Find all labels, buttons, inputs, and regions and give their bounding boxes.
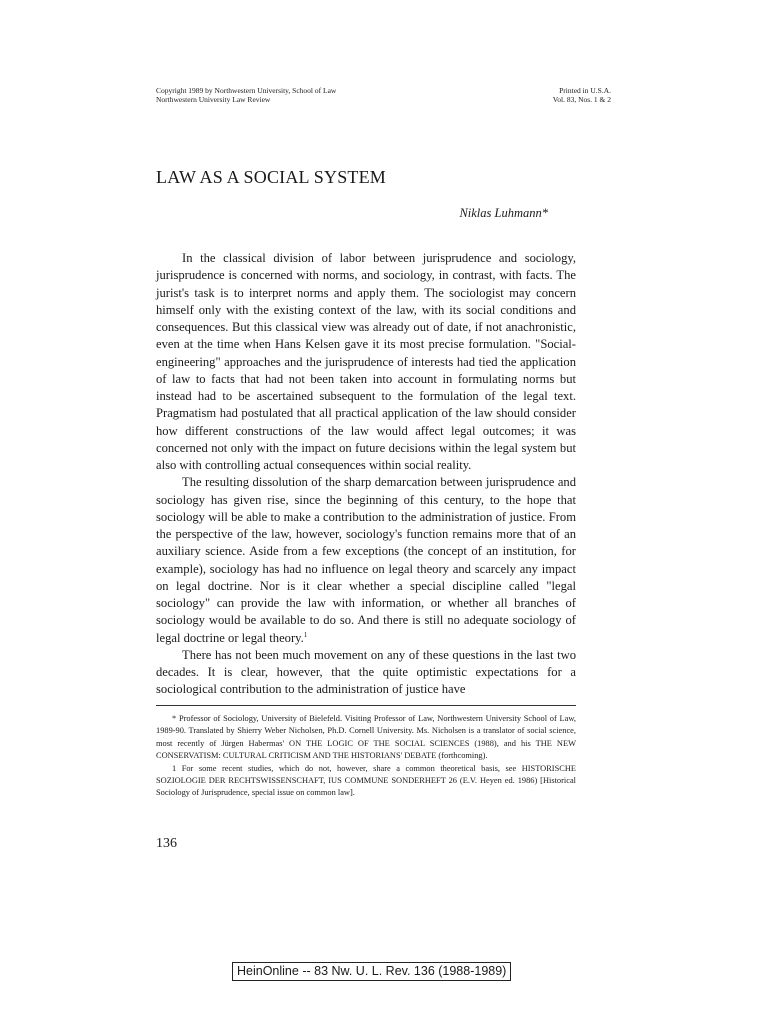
body-paragraph bbox=[156, 474, 576, 647]
copyright-line: Copyright 1989 by Northwestern University, School of Law bbox=[156, 86, 337, 95]
footnote-star: * Professor of Sociology, University of Bielefeld. Visiting Professor of Law, Northwestern University School of Law, 1989-90. Translated by Shierry Weber Nicholsen, Ph.D. Cornell University. Ms. Nicholsen is a translator of social science, most recently of Jürgen Habermas' ON THE LOGIC OF THE SOCIAL SCIENCES (1988), and his THE NEW CONSERVATISM: CULTURAL CRITICISM AND THE HISTORIANS' DEBATE (forthcoming). bbox=[156, 714, 576, 761]
footnote-ref: 1 bbox=[303, 630, 308, 639]
source-stamp: HeinOnline -- 83 Nw. U. L. Rev. 136 (1988-1989) bbox=[232, 962, 511, 981]
page-number: 136 bbox=[156, 836, 177, 851]
header-left bbox=[156, 86, 336, 104]
footnotes bbox=[156, 713, 576, 800]
printed-in-line: Printed in U.S.A. bbox=[559, 86, 611, 95]
volume-line: Vol. 83, Nos. 1 & 2 bbox=[552, 95, 611, 104]
body-paragraph: In the classical division of labor between jurisprudence and sociology, jurisprudence is concerned with norms, and sociology, in contrast, with facts. The jurist's task is to interpret norms and apply them. The sociologist may concern himself only with the existing context of the law, with its social conditions and consequences. But this classical view was already out of date, if not anachronistic, even at the time when Hans Kelsen gave it its most precise formulation. "Social-engineering" approaches and the jurisprudence of interests had tied the application of law to facts that had not been taken into account in formulating norms but instead had to be ascertained subsequent to the formulation of the legal text. Pragmatism had postulated that all practical application of the law should consider how different constructions of the law would affect legal outcomes; it was concerned not only with the impact on future decisions within the legal system but also with controlling actual consequences within social reality. bbox=[156, 251, 576, 472]
journal-name: Northwestern University Law Review bbox=[156, 95, 271, 104]
article-title: LAW AS A SOCIAL SYSTEM bbox=[156, 167, 386, 187]
article-author: Niklas Luhmann* bbox=[459, 206, 548, 220]
body-paragraph-text: The resulting dissolution of the sharp demarcation between jurisprudence and sociology has given rise, since the beginning of this century, to the hope that sociology will be able to make a contribution to the administration of justice. From the perspective of the law, however, sociology's function remains more that of an auxiliary science. Aside from a few exceptions (the concept of an institution, for example), sociology has had no influence on legal theory and scarcely any impact on legal doctrine. Nor is it clear whether a special discipline called "legal sociology" can provide the law with information, or whether all branches of sociology would be available to do so. And there is still no adequate sociology of legal doctrine or legal theory. bbox=[156, 475, 576, 645]
header-right bbox=[553, 86, 611, 104]
footnote-1: 1 For some recent studies, which do not, however, share a common theoretical basis, see HISTORISCHE SOZIOLOGIE DER RECHTSWISSENSCHAFT, IUS COMMUNE SONDERHEFT 26 (E.V. Heyen ed. 1986) [Historical Sociology of Jurisprudence, special issue on common law]. bbox=[156, 763, 576, 798]
footnote-divider bbox=[156, 705, 576, 706]
article-body bbox=[156, 250, 576, 699]
body-paragraph: There has not been much movement on any of these questions in the last two decades. It is clear, however, that the quite optimistic expectations for a sociological contribution to the administration of justice have bbox=[156, 647, 576, 697]
